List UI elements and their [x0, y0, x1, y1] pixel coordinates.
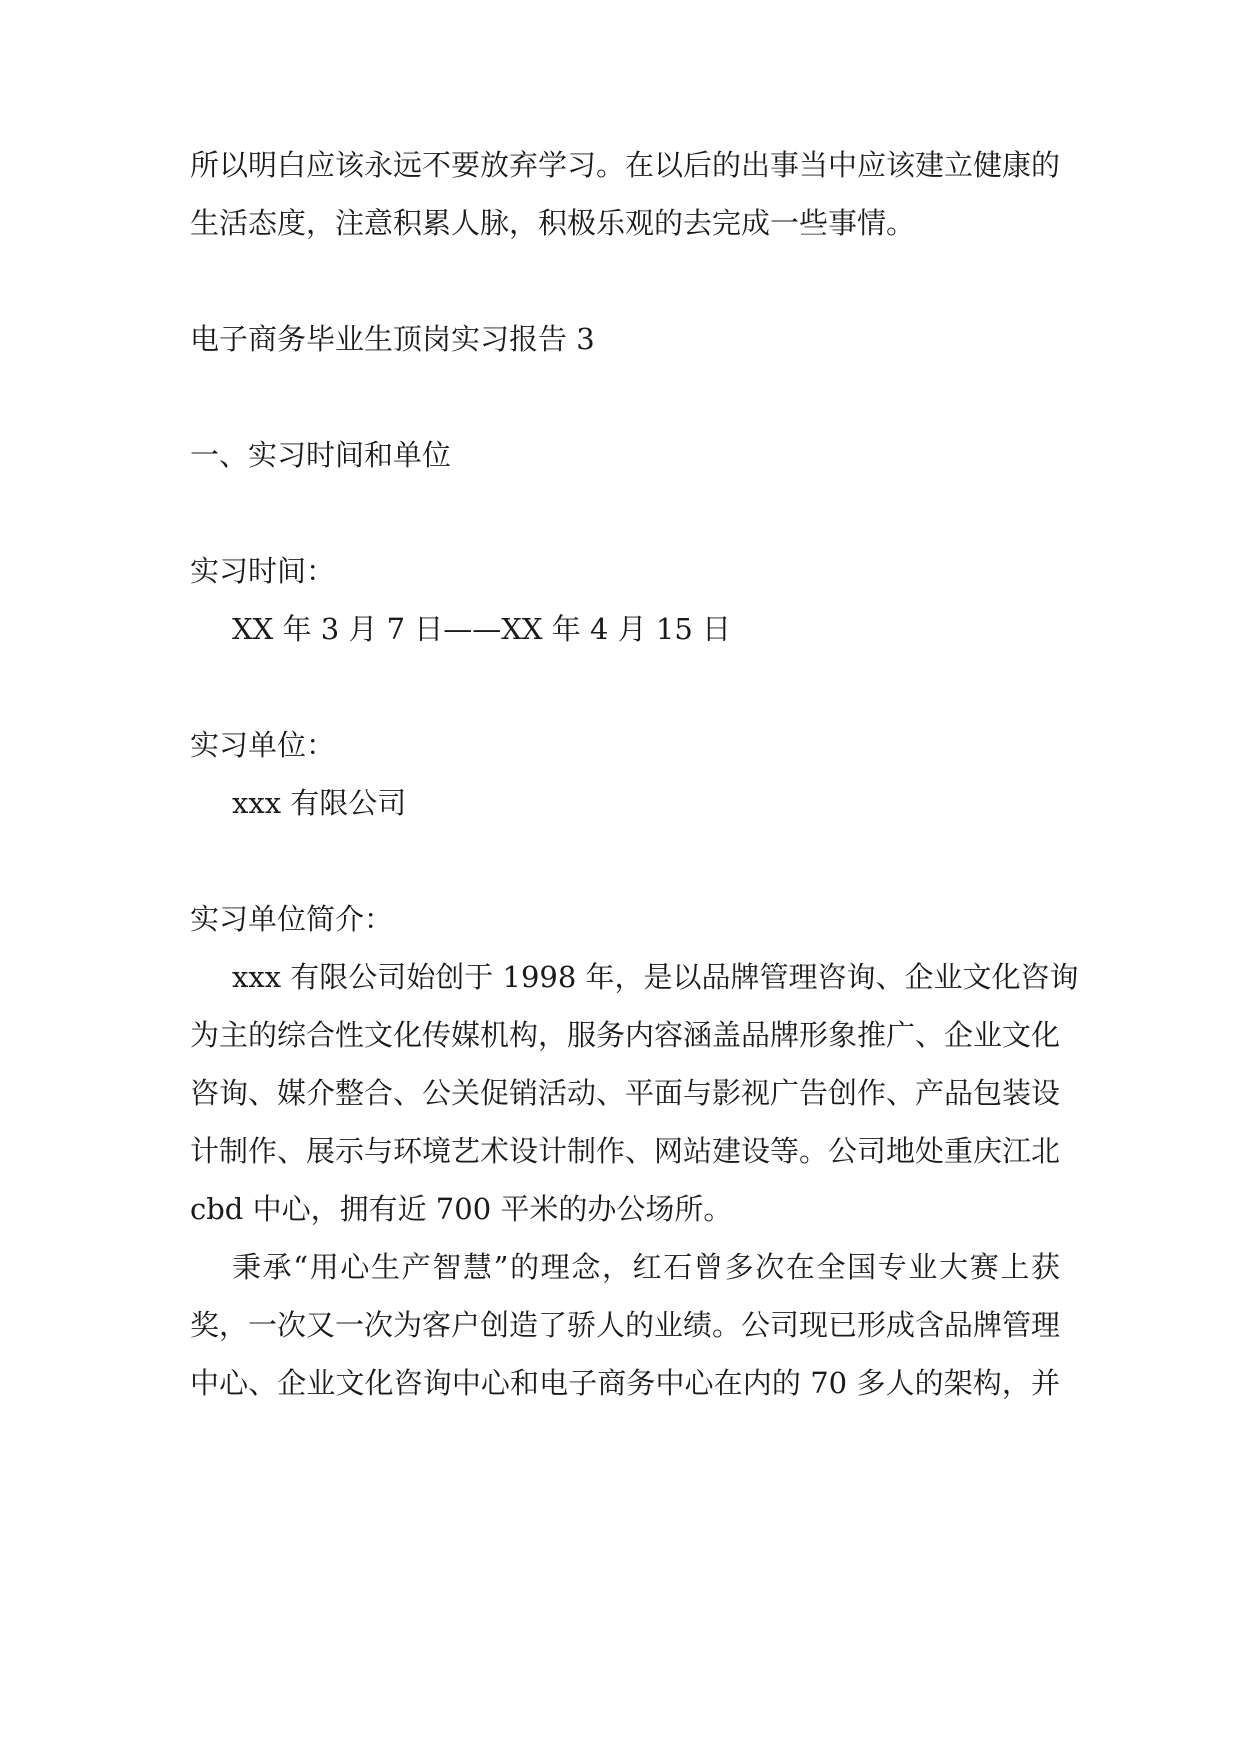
field-label-unit: 实习单位： — [190, 728, 336, 762]
paragraph-line: 为主的综合性文化传媒机构，服务内容涵盖品牌形象推广、企业文化 — [190, 1018, 1061, 1052]
field-value-time: XX 年 3 月 7 日——XX 年 4 月 15 日 — [232, 612, 732, 646]
field-label-intro: 实习单位简介： — [190, 902, 394, 936]
paragraph-line: xxx 有限公司始创于 1998 年，是以品牌管理咨询、企业文化咨询 — [232, 960, 1079, 994]
section-heading: 一、实习时间和单位 — [190, 438, 452, 472]
paragraph-line: 咨询、媒介整合、公关促销活动、平面与影视广告创作、产品包装设 — [190, 1076, 1061, 1110]
section-title: 电子商务毕业生顶岗实习报告 3 — [190, 322, 595, 356]
paragraph-line: 生活态度，注意积累人脉，积极乐观的去完成一些事情。 — [190, 206, 916, 240]
paragraph-line: 奖，一次又一次为客户创造了骄人的业绩。公司现已形成含品牌管理 — [190, 1308, 1061, 1342]
paragraph-line: 所以明白应该永远不要放弃学习。在以后的出事当中应该建立健康的 — [190, 148, 1061, 182]
paragraph-line: 秉承“用心生产智慧”的理念，红石曾多次在全国专业大赛上获 — [232, 1250, 1060, 1284]
paragraph-line: 中心、企业文化咨询中心和电子商务中心在内的 70 多人的架构，并 — [190, 1366, 1060, 1400]
paragraph-line: cbd 中心，拥有近 700 平米的办公场所。 — [190, 1192, 733, 1226]
paragraph-line: 计制作、展示与环境艺术设计制作、网站建设等。公司地处重庆江北 — [190, 1134, 1061, 1168]
field-label-time: 实习时间： — [190, 554, 336, 588]
field-value-unit: xxx 有限公司 — [232, 786, 407, 820]
